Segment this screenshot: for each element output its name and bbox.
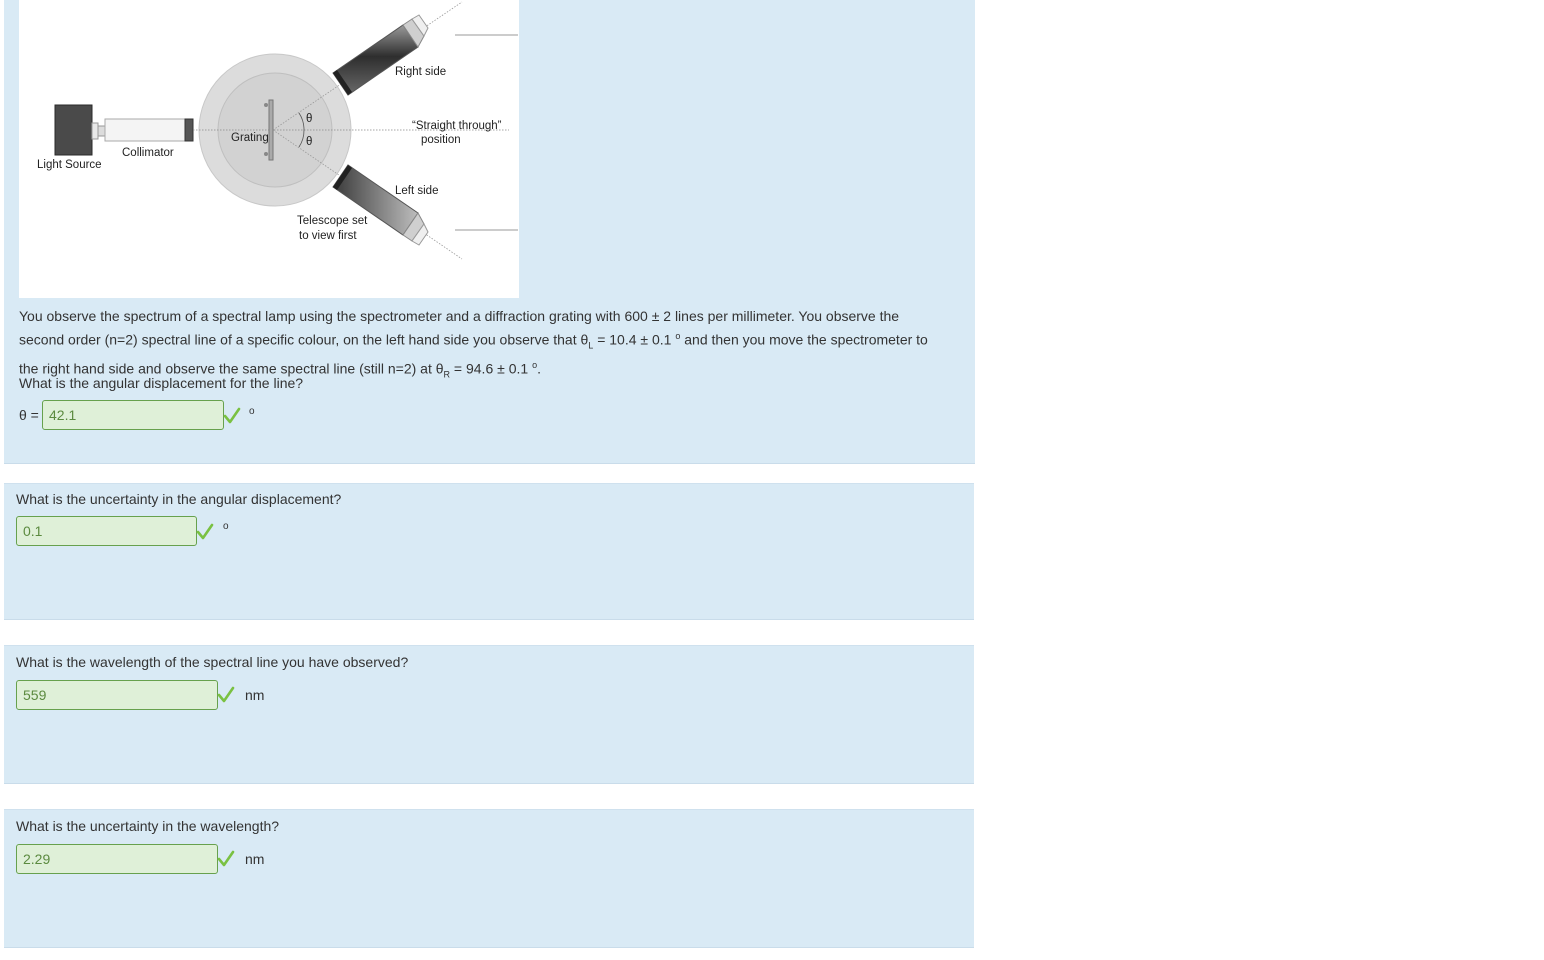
telescope-label-line1: Telescope set — [297, 215, 368, 227]
checkmark-icon — [217, 686, 235, 704]
right-side-label: Right side — [395, 66, 447, 78]
theta-l-subscript: L — [588, 340, 594, 351]
telescope-label-line2: to view first — [299, 230, 357, 242]
straight-through-label-line2: position — [421, 134, 461, 146]
light-source-label: Light Source — [37, 159, 102, 171]
answer-2-input[interactable] — [16, 516, 197, 546]
answer-2-unit: o — [223, 521, 229, 532]
answer-4-unit: nm — [245, 851, 265, 867]
answer-3-input[interactable] — [16, 680, 218, 710]
answer-1-prefix: θ = — [19, 407, 39, 423]
right-side-telescope — [333, 15, 428, 95]
checkmark-icon — [223, 407, 241, 425]
theta-upper-label: θ — [306, 113, 313, 125]
checkmark-icon — [196, 523, 214, 541]
straight-through-label-line1: “Straight through” — [412, 120, 502, 132]
collimator-tube — [105, 119, 185, 141]
description-line-2 — [19, 326, 949, 355]
answer-4-input[interactable] — [16, 844, 218, 874]
description-text-3c: . — [537, 361, 541, 378]
light-source-box — [55, 105, 92, 155]
grating-clip-top — [264, 103, 268, 107]
collimator-end-cap — [98, 126, 105, 136]
collimator-label: Collimator — [122, 147, 174, 159]
spectrometer-diagram — [19, 0, 519, 298]
description-text-3a: the right hand side and observe the same spectral line (still n=2) at θ — [19, 361, 444, 378]
grating-label: Grating — [231, 132, 269, 144]
grating-clip-bottom — [264, 152, 268, 156]
answer-3-unit: nm — [245, 687, 265, 703]
question-4-prompt: What is the uncertainty in the wavelength? — [16, 818, 280, 834]
answer-1-input[interactable] — [42, 400, 224, 430]
left-side-label: Left side — [395, 185, 439, 197]
answer-1-unit: o — [249, 406, 255, 417]
collimator-lens — [185, 119, 193, 141]
degree-symbol: o — [532, 360, 538, 371]
description-text-2a: second order (n=2) spectral line of a specific colour, on the left hand side you observe that θ — [19, 331, 589, 348]
description-text-2c: and then you move the spectrometer to — [680, 331, 928, 348]
question-1-prompt: What is the angular displacement for the line? — [19, 375, 304, 391]
question-3-prompt: What is the wavelength of the spectral line you have observed? — [16, 654, 409, 670]
description-text-2b: = 10.4 ± 0.1 — [593, 331, 676, 348]
description-line-1 — [19, 306, 949, 326]
collimator-connector — [92, 123, 98, 139]
degree-symbol: o — [675, 331, 681, 341]
question-2-prompt: What is the uncertainty in the angular displacement? — [16, 491, 342, 507]
grating-plate — [269, 100, 273, 160]
description-text-1: You observe the spectrum of a spectral lamp using the spectrometer and a diffraction grating with 600 ± 2 lines per millimeter. You observe the — [19, 308, 900, 324]
checkmark-icon — [217, 850, 235, 868]
description-text-3b: = 94.6 ± 0.1 — [450, 361, 533, 378]
spectrometer-diagram-svg — [19, 0, 519, 298]
theta-lower-label: θ — [306, 136, 313, 148]
theta-r-subscript: R — [443, 369, 451, 380]
